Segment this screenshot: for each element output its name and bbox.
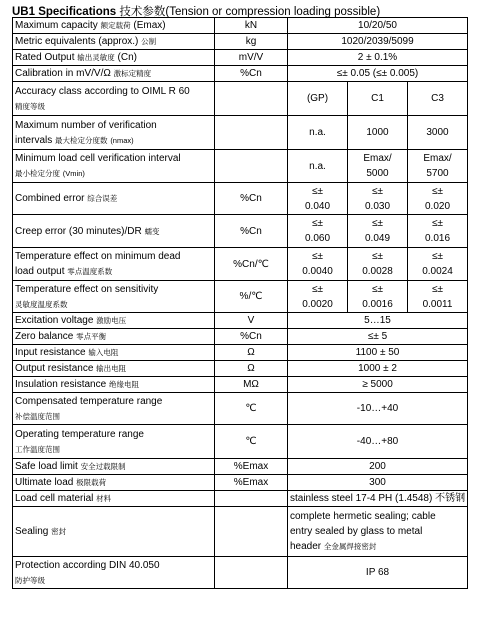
table-row [13, 557, 468, 589]
value-cell-2: ≤± 0.0028 [348, 248, 408, 281]
table-row [13, 507, 468, 557]
title-rest: 技术参数(Tension or compression loading possible) [116, 6, 381, 18]
unit-cell: ℃ [215, 425, 288, 459]
unit-cell: ℃ [215, 393, 288, 425]
param-cell: Operating temperature range 工作温度范围 [13, 425, 215, 459]
table-row [13, 66, 468, 82]
param-cell: Protection according DIN 40.050 防护等级 [13, 557, 215, 589]
table-row [13, 150, 468, 183]
unit-cell [215, 150, 288, 183]
param-cell: Zero balance 零点平衡 [13, 329, 215, 345]
value-cell-1: n.a. [288, 150, 348, 183]
param-cell: Load cell material 材料 [13, 491, 215, 507]
value-cell: 1100 ± 50 [288, 345, 468, 361]
table-row [13, 345, 468, 361]
param-cell: Excitation voltage 激励电压 [13, 313, 215, 329]
unit-cell: Ω [215, 345, 288, 361]
param-cell: Maximum capacity 额定载荷 (Emax) [13, 18, 215, 34]
unit-cell: kN [215, 18, 288, 34]
value-cell: 5…15 [288, 313, 468, 329]
param-cell: Safe load limit 安全过载限制 [13, 459, 215, 475]
unit-cell [215, 557, 288, 589]
value-cell-1: ≤± 0.0020 [288, 281, 348, 313]
unit-cell: MΩ [215, 377, 288, 393]
param-cell: Sealing 密封 [13, 507, 215, 557]
param-cell: Input resistance 输入电阻 [13, 345, 215, 361]
param-cell: Combined error 综合误差 [13, 183, 215, 215]
unit-cell: Ω [215, 361, 288, 377]
param-cell: Minimum load cell verification interval 最小检定分度 (Vmin) [13, 150, 215, 183]
value-cell-3: ≤± 0.0011 [408, 281, 468, 313]
value-cell-3: 3000 [408, 116, 468, 150]
unit-cell: %Cn/℃ [215, 248, 288, 281]
table-row [13, 281, 468, 313]
value-cell-3: Emax/ 5700 [408, 150, 468, 183]
value-cell-2: 1000 [348, 116, 408, 150]
unit-cell: %Emax [215, 459, 288, 475]
value-cell-2: ≤± 0.049 [348, 215, 408, 248]
value-cell-3: ≤± 0.0024 [408, 248, 468, 281]
table-row [13, 329, 468, 345]
value-cell-1: n.a. [288, 116, 348, 150]
param-cell: Maximum number of verification intervals 最大检定分度数 (nmax) [13, 116, 215, 150]
value-cell: ≤± 5 [288, 329, 468, 345]
unit-cell: %Cn [215, 215, 288, 248]
param-cell: Compensated temperature range 补偿温度范围 [13, 393, 215, 425]
param-cell: Metric equivalents (approx.) 公制 [13, 34, 215, 50]
value-cell-2: C1 [348, 82, 408, 116]
value-cell-3: ≤± 0.020 [408, 183, 468, 215]
table-row [13, 475, 468, 491]
value-cell: ≤± 0.05 (≤± 0.005) [288, 66, 468, 82]
value-cell: 300 [288, 475, 468, 491]
value-cell-3: C3 [408, 82, 468, 116]
unit-cell: kg [215, 34, 288, 50]
value-cell: 10/20/50 [288, 18, 468, 34]
value-cell-1: ≤± 0.060 [288, 215, 348, 248]
value-cell: -40…+80 [288, 425, 468, 459]
param-cell: Rated Output 输出灵敏度 (Cn) [13, 50, 215, 66]
unit-cell: %Emax [215, 475, 288, 491]
unit-cell [215, 507, 288, 557]
table-row [13, 50, 468, 66]
param-cell: Temperature effect on sensitivity 灵敏度温度系数 [13, 281, 215, 313]
unit-cell: %Cn [215, 183, 288, 215]
unit-cell: mV/V [215, 50, 288, 66]
value-cell: IP 68 [288, 557, 468, 589]
value-cell: 1020/2039/5099 [288, 34, 468, 50]
param-cell: Ultimate load 极限载荷 [13, 475, 215, 491]
value-cell: 1000 ± 2 [288, 361, 468, 377]
value-cell: 2 ± 0.1% [288, 50, 468, 66]
table-row [13, 425, 468, 459]
table-row [13, 34, 468, 50]
value-cell: ≥ 5000 [288, 377, 468, 393]
unit-cell [215, 82, 288, 116]
value-cell-1: ≤± 0.040 [288, 183, 348, 215]
table-row [13, 313, 468, 329]
value-cell: -10…+40 [288, 393, 468, 425]
param-cell: Creep error (30 minutes)/DR 蠕变 [13, 215, 215, 248]
table-row [13, 116, 468, 150]
param-cell: Accuracy class according to OIML R 60 精度等级 [13, 82, 215, 116]
param-cell: Output resistance 输出电阻 [13, 361, 215, 377]
table-row [13, 393, 468, 425]
value-cell-2: Emax/ 5000 [348, 150, 408, 183]
table-row [13, 183, 468, 215]
spec-table [12, 17, 468, 589]
unit-cell: %Cn [215, 329, 288, 345]
table-row [13, 248, 468, 281]
value-cell-1: (GP) [288, 82, 348, 116]
unit-cell: V [215, 313, 288, 329]
value-cell: complete hermetic sealing; cable entry sealed by glass to metal header 全金属焊接密封 [288, 507, 468, 557]
value-cell: stainless steel 17-4 PH (1.4548) 不锈钢 [288, 491, 468, 507]
table-row [13, 377, 468, 393]
title-bold: UB1 Specifications [12, 6, 117, 18]
value-cell-3: ≤± 0.016 [408, 215, 468, 248]
value-cell-2: ≤± 0.0016 [348, 281, 408, 313]
param-cell: Calibration in mV/V/Ω 激标定精度 [13, 66, 215, 82]
param-cell: Temperature effect on minimum dead load output 零点温度系数 [13, 248, 215, 281]
table-row [13, 18, 468, 34]
table-row [13, 215, 468, 248]
value-cell-1: ≤± 0.0040 [288, 248, 348, 281]
param-cell: Insulation resistance 绝缘电阻 [13, 377, 215, 393]
table-row [13, 491, 468, 507]
table-row [13, 82, 468, 116]
table-row [13, 459, 468, 475]
unit-cell: %Cn [215, 66, 288, 82]
table-row [13, 361, 468, 377]
unit-cell: %/℃ [215, 281, 288, 313]
value-cell: 200 [288, 459, 468, 475]
value-cell-2: ≤± 0.030 [348, 183, 408, 215]
unit-cell [215, 116, 288, 150]
unit-cell [215, 491, 288, 507]
